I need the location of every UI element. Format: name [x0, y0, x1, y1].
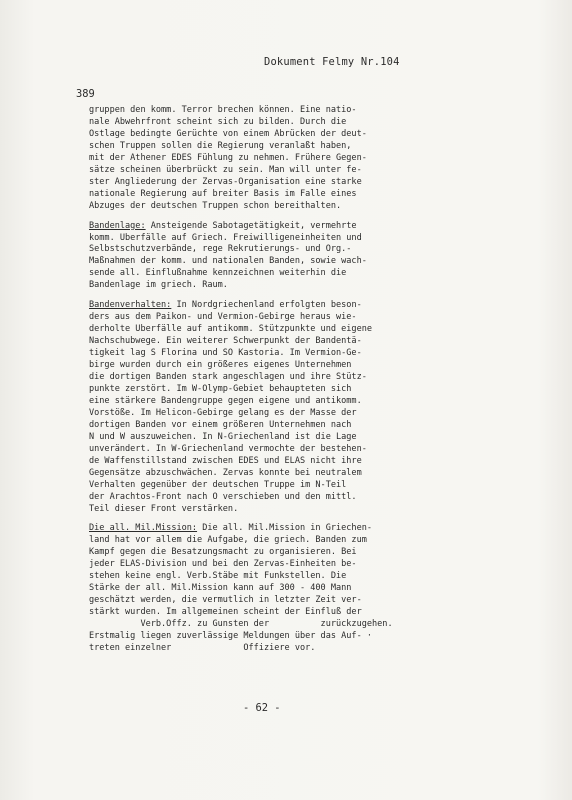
text-line: sende all. Einflußnahme kennzeichnen weiterhin die	[89, 268, 347, 279]
text-line: dortigen Banden vor einem größeren Unternehmen nach	[89, 419, 352, 430]
text-line: sätze scheinen überbrückt zu sein. Man will unter fe-	[89, 164, 362, 175]
text-line: tigkeit lag S Florina und SO Kastoria. Im Vermion-Ge-	[89, 348, 362, 359]
page-number: - 62 -	[243, 702, 281, 714]
text-line: eine stärkere Bandengruppe gegen eigene und antikomm.	[89, 395, 362, 406]
document-header: Dokument Felmy Nr.104	[264, 56, 400, 68]
text-line: mit der Athener EDES Fühlung zu nehmen. Frühere Gegen-	[89, 152, 367, 163]
text-line: Selbstschutzverbände, rege Rekrutierungs- und Org.-	[89, 244, 352, 255]
text-line: Gegensätze abzuschwächen. Zervas konnte bei neutralem	[89, 467, 362, 478]
text-line: stehen keine engl. Verb.Stäbe mit Funkstellen. Die	[89, 571, 347, 582]
section-heading: Die all. Mil.Mission:	[89, 523, 198, 534]
text-line	[89, 221, 467, 233]
paragraph	[89, 523, 467, 654]
text-line: birge wurden durch ein größeres eigenes Unternehmen	[89, 360, 352, 371]
text-line: komm. Überfälle auf Griech. Freiwilligeneinheiten und	[89, 232, 362, 243]
text-line	[89, 523, 467, 535]
line-text: In Nordgriechenland erfolgten beson-	[171, 300, 362, 311]
paragraph	[89, 300, 467, 515]
text-line: ster Angliederung der Zervas-Organisation eine starke	[89, 176, 362, 187]
text-line	[89, 300, 467, 312]
text-line: Kampf gegen die Besatzungsmacht zu organisieren. Bei	[89, 547, 357, 558]
text-line: Erstmalig liegen zuverlässige Meldungen über das Auf- ·	[89, 631, 373, 642]
text-line: land hat vor allem die Aufgabe, die griech. Banden zum	[89, 535, 367, 546]
text-line: der Arachtos-Front nach O verschieben und den mittl.	[89, 491, 357, 502]
text-line: jeder ELAS-Division und bei den Zervas-Einheiten be-	[89, 559, 357, 570]
margin-number: 389	[76, 88, 95, 100]
text-line: gruppen den komm. Terror brechen können. Eine natio-	[89, 105, 357, 115]
line-text: Die all. Mil.Mission in Griechen-	[197, 523, 373, 534]
text-line: nale Abwehrfront scheint sich zu bilden. Durch die	[89, 116, 347, 127]
text-line: nationale Regierung auf breiter Basis im Falle eines	[89, 188, 357, 199]
text-line: Teil dieser Front verstärken.	[89, 503, 239, 514]
text-line: Bandenlage im griech. Raum.	[89, 280, 228, 291]
text-line: Vorstöße. Im Helicon-Gebirge gelang es der Masse der	[89, 407, 357, 418]
text-line: stärkt wurden. Im allgemeinen scheint der Einfluß der	[89, 607, 362, 618]
text-line: ders aus dem Paikon- und Vermion-Gebirge heraus wie-	[89, 312, 357, 323]
paragraph	[89, 105, 467, 213]
text-line: Abzuges der deutschen Truppen schon bereithalten.	[89, 200, 342, 211]
text-line: Verb.Offz. zu Gunsten der zurückzugehen.	[89, 619, 393, 630]
text-line: geschätzt werden, die vermutlich in letzter Zeit ver-	[89, 595, 362, 606]
text-line: N und W auszuweichen. In N-Griechenland ist die Lage	[89, 431, 357, 442]
line-text: Ansteigende Sabotagetätigkeit, vermehrte	[145, 220, 357, 231]
text-line: Maßnahmen der komm. und nationalen Banden, sowie wach-	[89, 256, 367, 267]
document-body	[89, 105, 467, 663]
text-line: unverändert. In W-Griechenland vermochte der bestehen-	[89, 443, 367, 454]
section-heading: Bandenverhalten:	[89, 300, 172, 311]
text-line: de Waffenstillstand zwischen EDES und ELAS nicht ihre	[89, 455, 362, 466]
text-line: schen Truppen sollen die Regierung veranlaßt haben,	[89, 140, 352, 151]
text-line: treten einzelner Offiziere vor.	[89, 642, 316, 653]
text-line: die dortigen Banden stark angeschlagen und ihre Stütz-	[89, 372, 367, 383]
text-line: Nachschubwege. Ein weiterer Schwerpunkt der Bandentä-	[89, 336, 362, 347]
text-line: Ostlage bedingte Gerüchte von einem Abrücken der deut-	[89, 128, 367, 139]
text-line: Stärke der all. Mil.Mission kann auf 300 - 400 Mann	[89, 583, 352, 594]
section-heading: Bandenlage:	[89, 220, 146, 231]
text-line: Verhalten gegenüber der deutschen Truppe im N-Teil	[89, 479, 347, 490]
text-line: punkte zerstört. Im W-Olymp-Gebiet behaupteten sich	[89, 383, 352, 394]
text-line: derholte Überfälle auf antikomm. Stützpunkte und eigene	[89, 324, 373, 335]
paragraph	[89, 221, 467, 293]
